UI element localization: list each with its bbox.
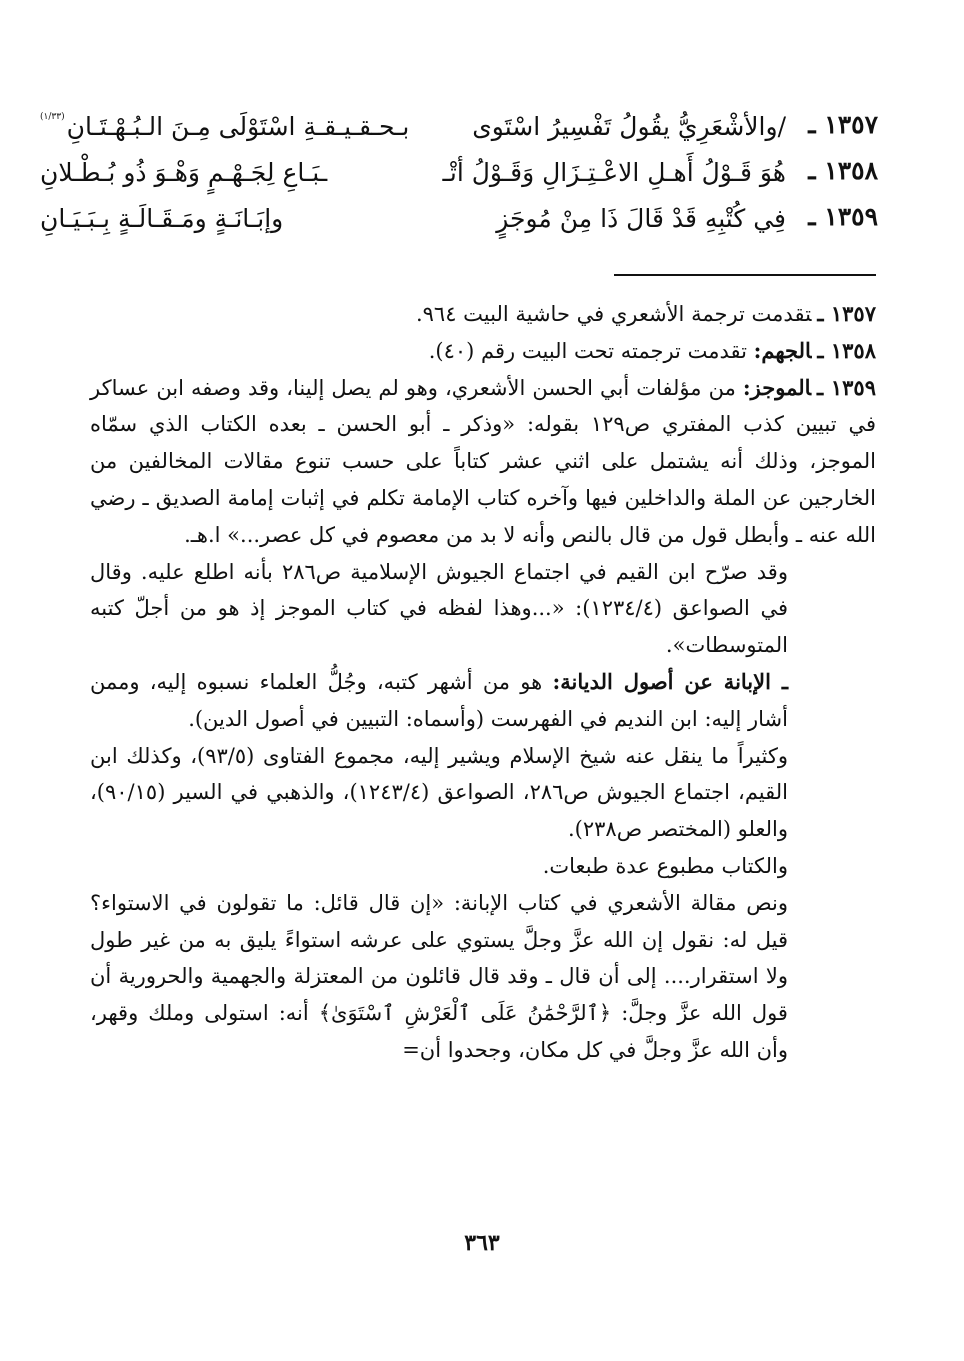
quran-quote: ﴿ٱلرَّحْمَٰنُ عَلَى ٱلْعَرْشِ ٱسْتَوَىٰ﴾ <box>318 1001 612 1026</box>
verse-second-hemistich-text: بـحـقـيـقـةِ اسْتَوْلَى مِـنَ الـبُـهْـتَـانِ <box>66 112 410 141</box>
paragraph-text: ونص مقالة الأشعري في كتاب الإبانة: «إن قال قائل: ما تقولون في الاستواء؟ قيل له: نقول إن الله عزَّ وجلَّ يستوي على عرشه استواءً يليق به من غير طول ولا استقرار.... إلى أن قال ـ وقد قال قائلون من المعتزلة والجهمية والحرورية أن قول الله عزَّ وجلَّ: <box>90 890 788 1026</box>
footnote <box>90 370 876 554</box>
footnote-number: ١٣٥٨ ـ <box>817 337 876 363</box>
verse-second-hemistich <box>40 112 440 141</box>
paragraph <box>90 885 788 1069</box>
verse-second-hemistich: وإبَـانَـةٍ ومَـقَـالَـةٍ بِـبَـيَـانِ <box>40 204 284 233</box>
verse-number: ١٣٥٩ ـ <box>808 202 878 231</box>
paragraph <box>90 664 788 738</box>
footnote <box>90 296 876 333</box>
ibana-text: هو من أشهر كتبه، وجُلُّ العلماء نسبوه إليه، وممن أشار إليه: ابن النديم في الفهرست (وأسماه: التبيين في أصول الدين). <box>90 669 788 731</box>
paragraph: وقد صرّح ابن القيم في اجتماع الجيوش الإسلامية ص٢٨٦ بأنه اطلع عليه. وقال في الصواعق (١٢٣٤/٤): «...وهذا لفظه في كتاب الموجز إذ هو من أجلّ كتبه المتوسطات». <box>90 559 788 658</box>
footnote-text: من مؤلفات أبي الحسن الأشعري، وهو لم يصل إلينا، وقد وصفه ابن عساكر في تبيين كذب المفتري ص١٢٩ بقوله: «وذكر ـ أبو الحسن ـ بعده الكتاب الذي سمّاه الموجز، وذلك أنه يشتمل على اثني عشر كتاباً على حسب تنوع مقالات المخالفين من الخارجين عن الملة والداخلين فيها وآخره كتاب الإمامة تكلم في إثبات إمامة الصديق ـ رضي الله عنه ـ وأبطل قول من قال بالنص وأنه لا بد من معصوم في كل عصر...» ا.هـ. <box>90 375 876 547</box>
footnote-text: تقدمت ترجمته تحت البيت رقم (٤٠). <box>428 338 747 363</box>
verse-first-hemistich: /والأشْعَرِيُّ يقُولُ تَفْسِيرُ اسْتَوى <box>472 112 786 141</box>
verse-line <box>40 108 876 154</box>
page-number: ٣٦٣ <box>464 1230 500 1256</box>
verse-second-hemistich: ـبَـاعِ لِجَـهْـمٍ وَهْـوَ ذُو بُـطْـلانِ <box>40 158 328 187</box>
verse-first-hemistich: فِي كُتْبِهِ قَدْ قَالَ ذَا مِنْ مُوجَزٍ <box>496 204 786 233</box>
verse-line <box>40 200 876 246</box>
paragraph: والكتاب مطبوع عدة طبعات. <box>542 853 788 878</box>
ibana-term: ـ الإبانة عن أصول الديانة: <box>552 668 789 694</box>
footnote-number: ١٣٥٩ ـ <box>817 374 876 400</box>
verse-first-hemistich: هُوَ قَـوْلُ أَهـلِ الاعْـتِـزَالِ وَقَـوْلُ أتْـ <box>442 158 786 187</box>
footnote <box>90 333 876 370</box>
footnote-divider <box>614 274 876 276</box>
verse-block <box>40 108 876 246</box>
verse-number: ١٣٥٧ ـ <box>808 110 878 139</box>
paragraph: وكثيراً ما ينقل عنه شيخ الإسلام ويشير إليه، مجموع الفتاوى (٩٣/٥)، وكذلك ابن القيم، اجتماع الجيوش ص٢٨٦، الصواعق (١٢٤٣/٤)، والذهبي في السير (٩٠/١٥)، والعلو (المختصر ص٢٣٨). <box>90 743 788 842</box>
footnotes <box>90 296 876 1069</box>
footnote-text: تقدمت ترجمة الأشعري في حاشية البيت ٩٦٤. <box>415 302 812 326</box>
verse-line <box>40 154 876 200</box>
paragraph-text: أنه: استولى وملك وقهر، وأن الله عزَّ وجلَّ في كل مكان، وجحدوا أن= <box>90 1001 788 1062</box>
footnote-continuation <box>90 554 788 1069</box>
verse-reference: (١/٣٣) <box>40 112 65 122</box>
footnote-term: الجهم: <box>753 337 812 363</box>
footnote-term: الموجز: <box>742 374 812 400</box>
footnote-number: ١٣٥٧ ـ <box>817 301 876 326</box>
verse-number: ١٣٥٨ ـ <box>808 156 878 185</box>
